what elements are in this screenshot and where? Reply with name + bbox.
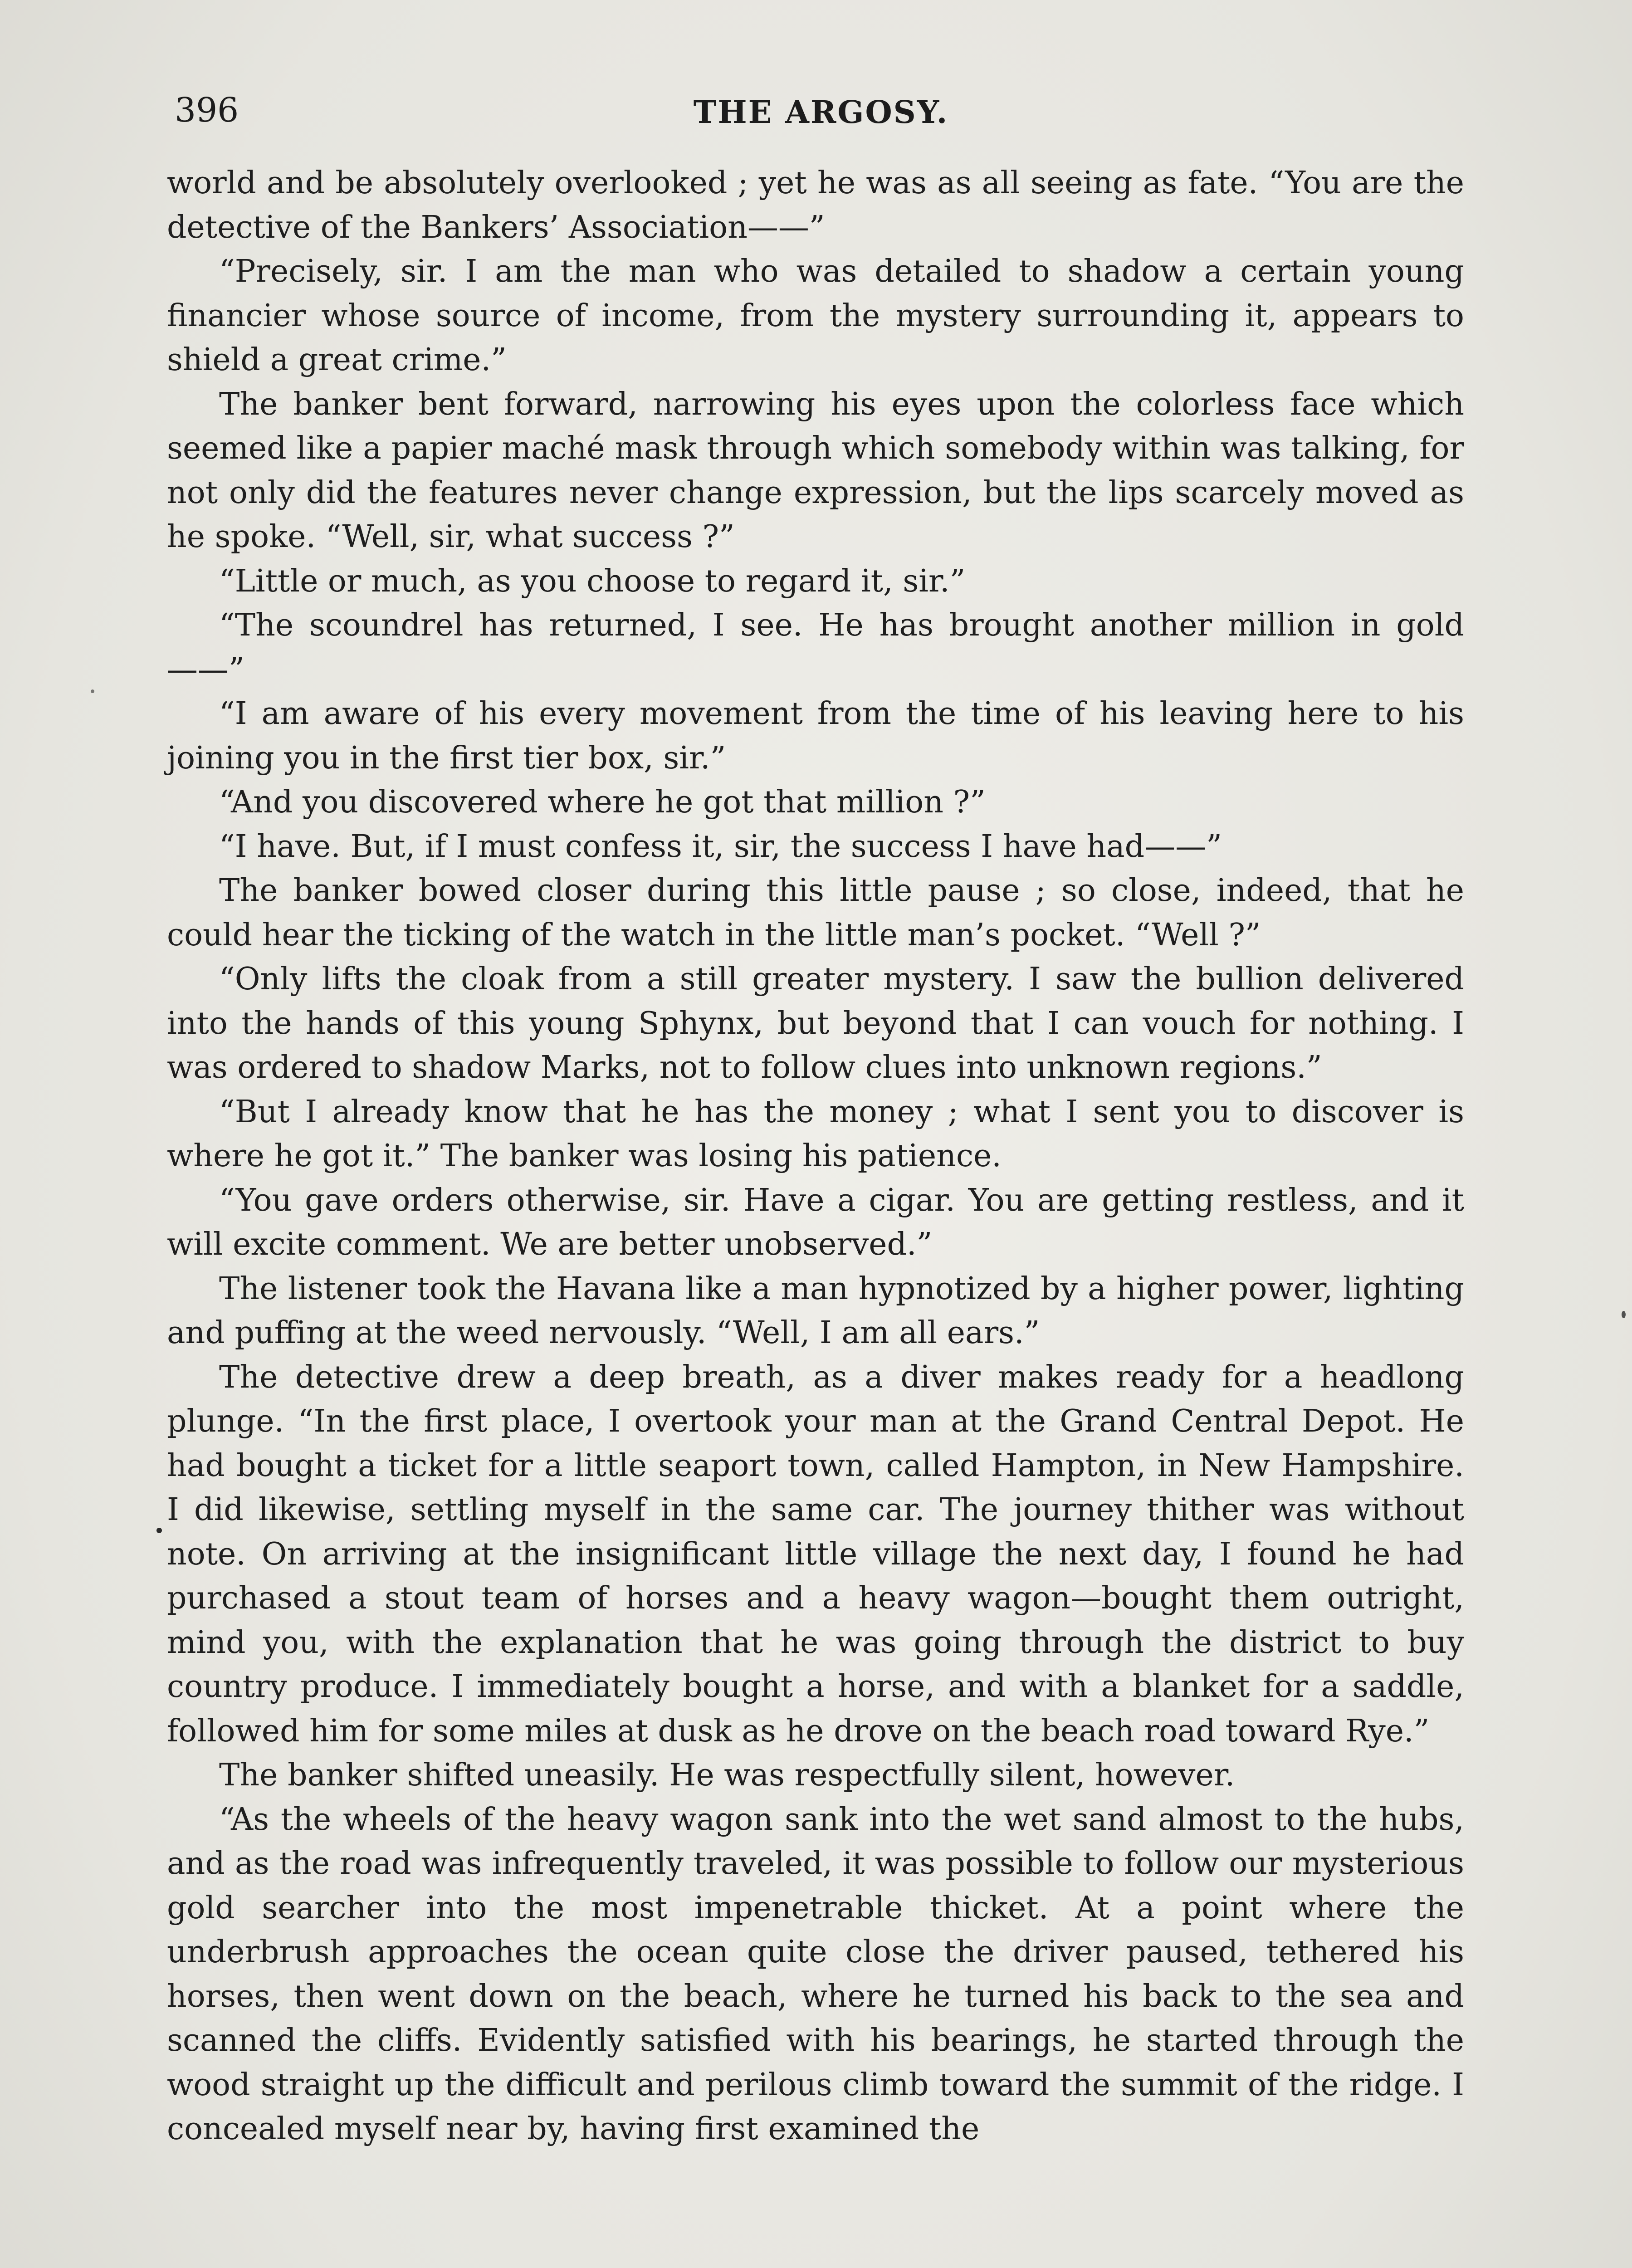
paragraph: “I am aware of his every movement from the time of his leaving here to his joining you in the first tier box, sir.” (167, 696, 1464, 776)
paragraph: “You gave orders otherwise, sir. Have a cigar. You are getting restless, and it will excite comment. We are better unobserved.” (167, 1182, 1464, 1262)
page-number: 396 (175, 91, 239, 130)
paragraph: “And you discovered where he got that million ?” (219, 784, 986, 820)
paragraph: “As the wheels of the heavy wagon sank into the wet sand almost to the hubs, and as the road was infrequently traveled, it was possible to follow our mysterious gold searcher into the most impenetrable thicket. At a point where the underbrush approaches the ocean quite close the driver paused, tethered his horses, then went down on the beach, where he turned his back to the sea and scanned the cliffs. Evidently satisfied with his bearings, he started through the wood straight up the difficult and perilous climb toward the summit of the ridge. I concealed myself near by, having first examined the (167, 1801, 1464, 2147)
page-header (175, 86, 1467, 141)
paragraph: “I have. But, if I must confess it, sir, the success I have had——” (219, 828, 1222, 865)
paragraph: The banker bent forward, narrowing his eyes upon the colorless face which seemed like a papier maché mask through which somebody within was talking, for not only did the features never change expression, but the lips scarcely moved as he spoke. “Well, sir, what success ?” (167, 386, 1464, 555)
paragraph: The detective drew a deep breath, as a diver makes ready for a headlong plunge. “In the first place, I overtook your man at the Grand Central Depot. He had bought a ticket for a little seaport town, called Hampton, in New Hampshire. I did likewise, settling myself in the same car. The journey thither was without note. On arriving at the insignificant little village the next day, I found he had purchased a stout team of horses and a heavy wagon—bought them outright, mind you, with the explanation that he was going through the district to buy country produce. I immediately bought a horse, and with a blanket for a saddle, followed him for some miles at dusk as he drove on the beach road toward Rye.” (167, 1359, 1464, 1749)
ink-speck (1622, 1311, 1626, 1318)
ink-speck (156, 1528, 162, 1533)
paragraph: “Little or much, as you choose to regard it, sir.” (219, 563, 966, 599)
paragraph: “Precisely, sir. I am the man who was detailed to shadow a certain young financier whose source of income, from the mystery surrounding it, appears to shield a great crime.” (167, 254, 1464, 378)
paragraph: “But I already know that he has the money ; what I sent you to discover is where he got it.” The banker was losing his patience. (167, 1094, 1464, 1174)
paragraph: “The scoundrel has returned, I see. He has brought another million in gold——” (167, 607, 1464, 688)
running-title: THE ARGOSY. (693, 94, 949, 131)
paragraph: The listener took the Havana like a man hypnotized by a higher power, lighting and puffing at the weed nervously. “Well, I am all ears.” (167, 1271, 1464, 1351)
paragraph: “Only lifts the cloak from a still greater mystery. I saw the bullion delivered into the hands of this young Sphynx, but beyond that I can vouch for nothing. I was ordered to shadow Marks, not to follow clues into unknown regions.” (167, 961, 1464, 1085)
paragraph: The banker shifted uneasily. He was respectfully silent, however. (219, 1757, 1235, 1793)
ink-speck (91, 689, 94, 693)
paragraph: The banker bowed closer during this little pause ; so close, indeed, that he could hear the ticking of the watch in the little man’s pocket. “Well ?” (167, 873, 1464, 953)
body-text (167, 161, 1464, 2151)
paragraph: world and be absolutely overlooked ; yet he was as all seeing as fate. “You are the detective of the Bankers’ Association——” (167, 165, 1464, 245)
